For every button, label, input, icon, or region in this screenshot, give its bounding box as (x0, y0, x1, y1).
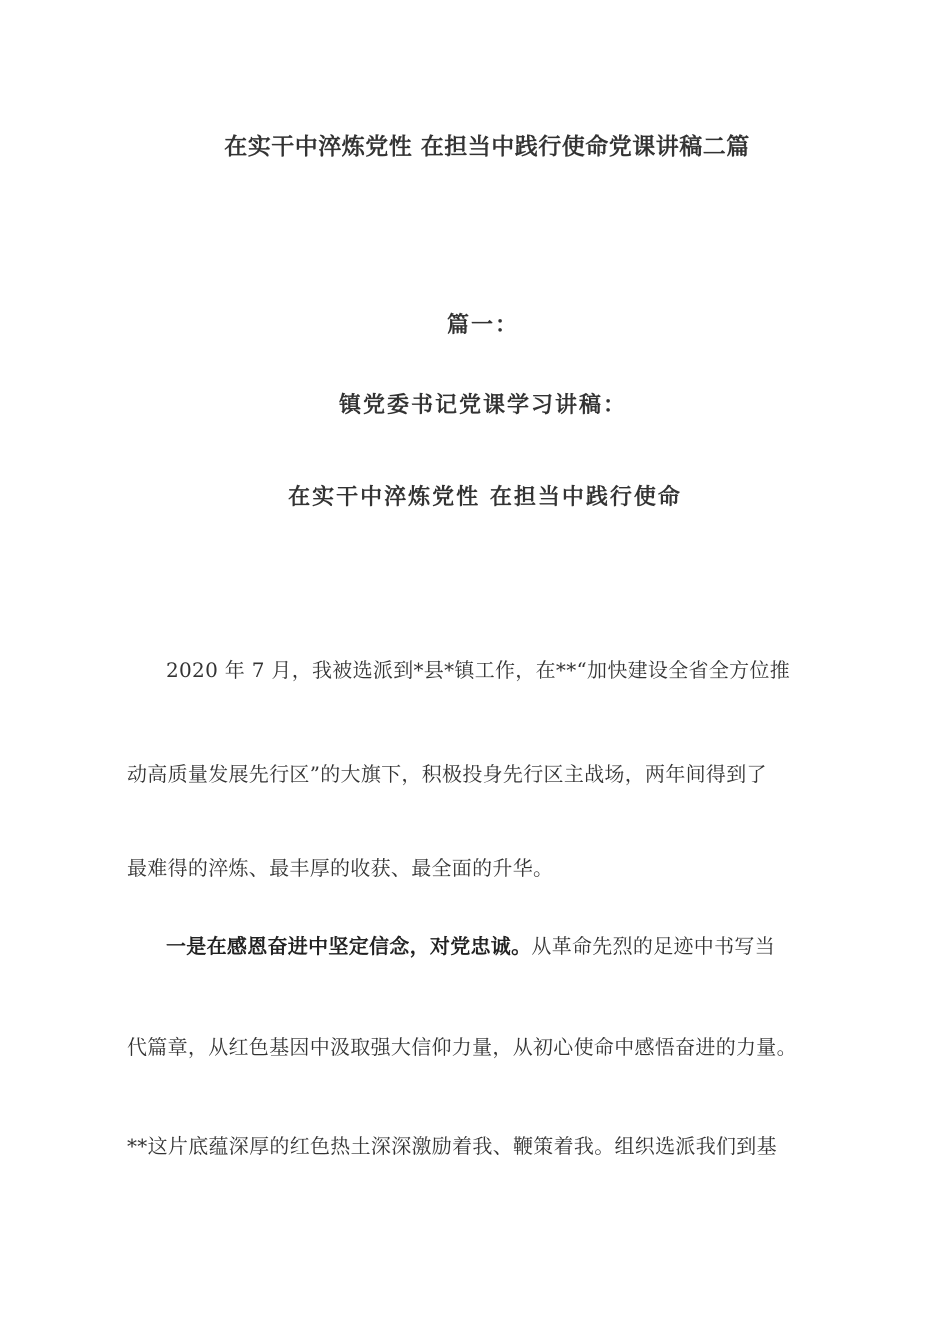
section-heading: 在实干中淬炼党性 在担当中践行使命 (288, 484, 682, 510)
section-label: 篇一： (446, 312, 519, 338)
section-subtitle: 镇党委书记党课学习讲稿： (338, 392, 627, 418)
paragraph-1-line-1: 2020 年 7 月，我被选派到*县*镇工作，在**“加快建设全省全方位推 (166, 658, 791, 682)
paragraph-2-line-3: **这片底蕴深厚的红色热土深深激励着我、鞭策着我。组织选派我们到基 (127, 1134, 777, 1158)
paragraph-2-line-1-text: 从革命先烈的足迹中书写当 (531, 934, 776, 958)
paragraph-2-line-1 (166, 930, 906, 959)
paragraph-1-line-3: 最难得的淬炼、最丰厚的收获、最全面的升华。 (127, 856, 554, 880)
paragraph-1-line-2: 动高质量发展先行区”的大旗下，积极投身先行区主战场，两年间得到了 (127, 762, 767, 786)
paragraph-2-lead: 一是在感恩奋进中坚定信念，对党忠诚。 (166, 934, 532, 958)
paragraph-2-line-2: 代篇章，从红色基因中汲取强大信仰力量，从初心使命中感悟奋进的力量。 (127, 1035, 797, 1059)
document-title: 在实干中淬炼党性 在担当中践行使命党课讲稿二篇 (224, 134, 750, 160)
